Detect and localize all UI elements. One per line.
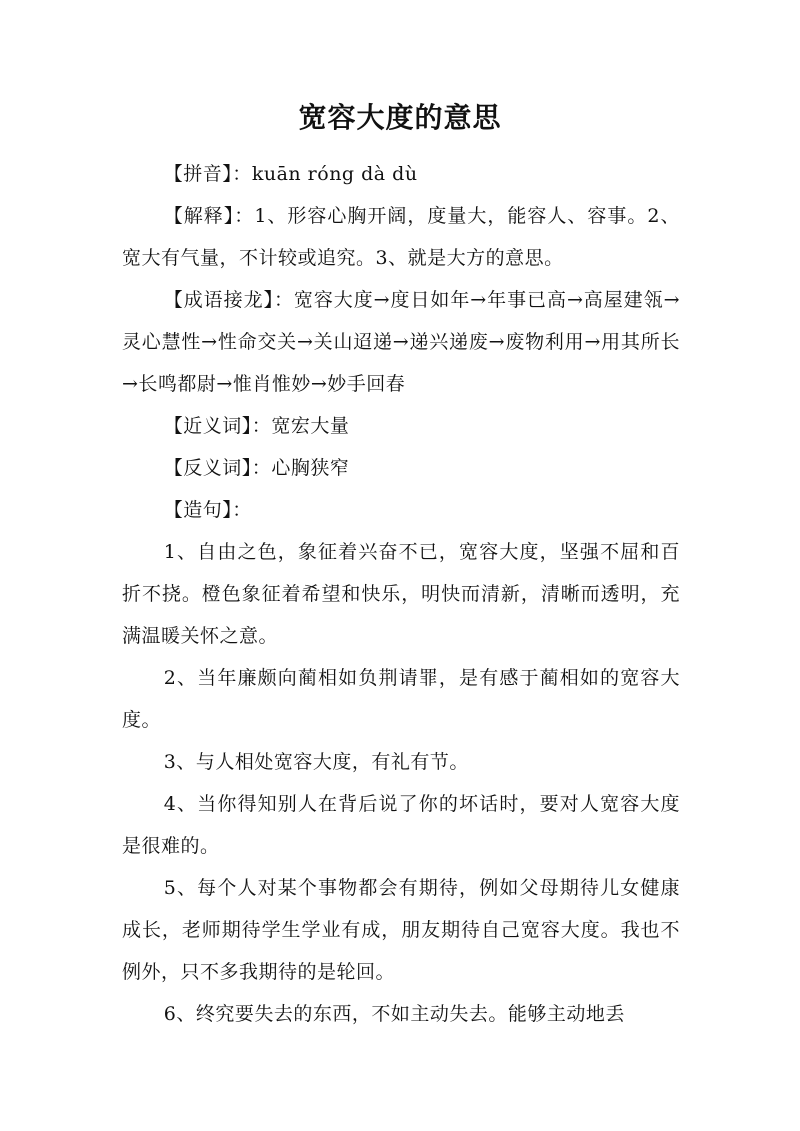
example-sentence-6	[122, 993, 680, 1035]
example-sentence-3	[122, 741, 680, 783]
example-text-1: 1、自由之色，象征着兴奋不已，宽容大度，坚强不屈和百折不挠。橙色象征着希望和快乐，明快而清新，清晰而透明，充满温暖关怀之意。	[122, 541, 680, 647]
paragraph-example-heading	[122, 489, 680, 531]
example-text-6: 6、终究要失去的东西，不如主动失去。能够主动地丢	[163, 1003, 625, 1025]
paragraph-antonym	[122, 447, 680, 489]
text-explanation: 1、形容心胸开阔，度量大，能容人、容事。2、宽大有气量，不计较或追究。3、就是大方的意思。	[122, 205, 680, 269]
document-body	[122, 153, 680, 1035]
paragraph-synonym	[122, 405, 680, 447]
example-text-3: 3、与人相处宽容大度，有礼有节。	[163, 751, 469, 773]
label-idiom-chain: 【成语接龙】：	[163, 289, 294, 311]
label-synonym: 【近义词】：	[163, 415, 272, 437]
text-antonym: 心胸狭窄	[271, 457, 350, 479]
text-synonym: 宽宏大量	[271, 415, 350, 437]
text-idiom-chain: 宽容大度→度日如年→年事已高→高屋建瓴→灵心慧性→性命交关→关山迢递→递兴递废→废物利用→用其所长→长鸣都尉→惟肖惟妙→妙手回春	[122, 289, 680, 395]
example-sentence-2	[122, 657, 680, 741]
example-sentence-4	[122, 783, 680, 867]
label-antonym: 【反义词】：	[163, 457, 272, 479]
example-text-2: 2、当年廉颇向蔺相如负荆请罪，是有感于蔺相如的宽容大度。	[122, 667, 680, 731]
label-examples: 【造句】：	[163, 499, 252, 521]
document-title: 宽容大度的意思	[298, 101, 502, 134]
paragraph-explanation	[122, 195, 680, 279]
example-sentence-5	[122, 867, 680, 993]
label-explanation: 【解释】：	[163, 205, 255, 227]
paragraph-idiom-chain	[122, 279, 680, 405]
label-pinyin: 【拼音】：	[163, 163, 252, 185]
paragraph-pinyin	[122, 153, 680, 195]
example-sentence-1	[122, 531, 680, 657]
text-pinyin: kuān róng dà dù	[251, 163, 418, 185]
example-text-4: 4、当你得知别人在背后说了你的坏话时，要对人宽容大度是很难的。	[122, 793, 680, 857]
example-text-5: 5、每个人对某个事物都会有期待，例如父母期待儿女健康成长，老师期待学生学业有成，朋友期待自己宽容大度。我也不例外，只不多我期待的是轮回。	[122, 877, 680, 983]
